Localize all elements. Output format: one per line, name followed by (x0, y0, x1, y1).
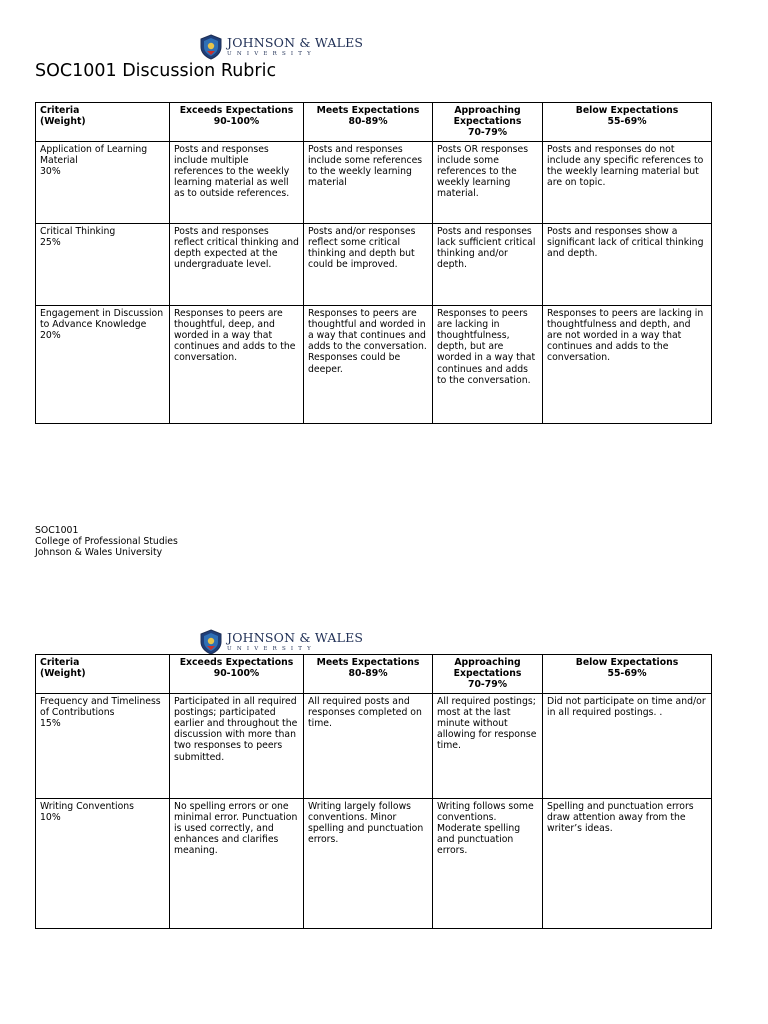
meets-cell: All required posts and responses completed on time. (304, 693, 433, 798)
criteria-cell: Critical Thinking 25% (36, 223, 170, 305)
header-meets: Meets Expectations 80-89% (304, 103, 433, 142)
criteria-cell: Application of Learning Material 30% (36, 141, 170, 223)
approaching-cell: All required postings; most at the last minute without allowing for response time. (433, 693, 543, 798)
exceeds-cell: Posts and responses reflect critical thinking and depth expected at the undergraduate level. (170, 223, 304, 305)
table-row (36, 693, 712, 798)
header-criteria: Criteria (Weight) (36, 103, 170, 142)
table-row (36, 223, 712, 305)
shield-seal-icon (200, 629, 222, 655)
footer-university: Johnson & Wales University (35, 547, 163, 559)
approaching-cell: Posts and responses lack sufficient critical thinking and/or depth. (433, 223, 543, 305)
table-row (36, 798, 712, 928)
header-meets: Meets Expectations 80-89% (304, 655, 433, 694)
logo-sub: UNIVERSITY (227, 645, 316, 652)
exceeds-cell: No spelling errors or one minimal error. Punctuation is used correctly, and enhances and clarifies meaning. (170, 798, 304, 928)
logo-name: JOHNSON & WALES (227, 35, 364, 50)
exceeds-cell: Posts and responses include multiple references to the weekly learning material as well as to outside references. (170, 141, 304, 223)
criteria-cell: Writing Conventions 10% (36, 798, 170, 928)
below-cell: Posts and responses do not include any specific references to the weekly learning material but are on topic. (543, 141, 712, 223)
criteria-cell: Engagement in Discussion to Advance Knowledge 20% (36, 305, 170, 423)
table-row (36, 305, 712, 423)
meets-cell: Posts and/or responses reflect some critical thinking and depth but could be improved. (304, 223, 433, 305)
approaching-cell: Posts OR responses include some references to the weekly learning material. (433, 141, 543, 223)
header-below: Below Expectations 55-69% (543, 655, 712, 694)
footer-college: College of Professional Studies (35, 536, 178, 548)
meets-cell: Writing largely follows conventions. Minor spelling and punctuation errors. (304, 798, 433, 928)
approaching-cell: Writing follows some conventions. Moderate spelling and punctuation errors. (433, 798, 543, 928)
header-below: Below Expectations 55-69% (543, 103, 712, 142)
below-cell: Spelling and punctuation errors draw attention away from the writer’s ideas. (543, 798, 712, 928)
page-footer (35, 525, 178, 559)
logo-name: JOHNSON & WALES (227, 630, 364, 645)
header-exceeds: Exceeds Expectations 90-100% (170, 103, 304, 142)
header-exceeds: Exceeds Expectations 90-100% (170, 655, 304, 694)
exceeds-cell: Responses to peers are thoughtful, deep, and worded in a way that continues and adds to the conversation. (170, 305, 304, 423)
below-cell: Responses to peers are lacking in thoughtfulness and depth, and are not worded in a way that continues and adds to the conversation. (543, 305, 712, 423)
shield-seal-icon (200, 34, 222, 60)
approaching-cell: Responses to peers are lacking in thoughtfulness, depth, but are worded in a way that continues and adds to the conversation. (433, 305, 543, 423)
rubric-table-1 (35, 102, 712, 424)
table-header-row (36, 103, 712, 142)
logo-sub: UNIVERSITY (227, 50, 316, 57)
meets-cell: Posts and responses include some references to the weekly learning material (304, 141, 433, 223)
meets-cell: Responses to peers are thoughtful and worded in a way that continues and adds to the conversation. Responses could be deeper. (304, 305, 433, 423)
header-approaching: Approaching Expectations 70-79% (433, 655, 543, 694)
header-criteria: Criteria (Weight) (36, 655, 170, 694)
below-cell: Posts and responses show a significant lack of critical thinking and depth. (543, 223, 712, 305)
page-title: SOC1001 Discussion Rubric (35, 61, 277, 81)
below-cell: Did not participate on time and/or in all required postings. . (543, 693, 712, 798)
exceeds-cell: Participated in all required postings; participated earlier and throughout the discussion with more than two responses to peers submitted. (170, 693, 304, 798)
criteria-cell: Frequency and Timeliness of Contributions 15% (36, 693, 170, 798)
header-approaching: Approaching Expectations 70-79% (433, 103, 543, 142)
rubric-table-2 (35, 654, 712, 929)
table-header-row (36, 655, 712, 694)
university-logo (200, 34, 363, 60)
table-row (36, 141, 712, 223)
footer-course: SOC1001 (35, 525, 79, 536)
university-logo (200, 629, 363, 655)
